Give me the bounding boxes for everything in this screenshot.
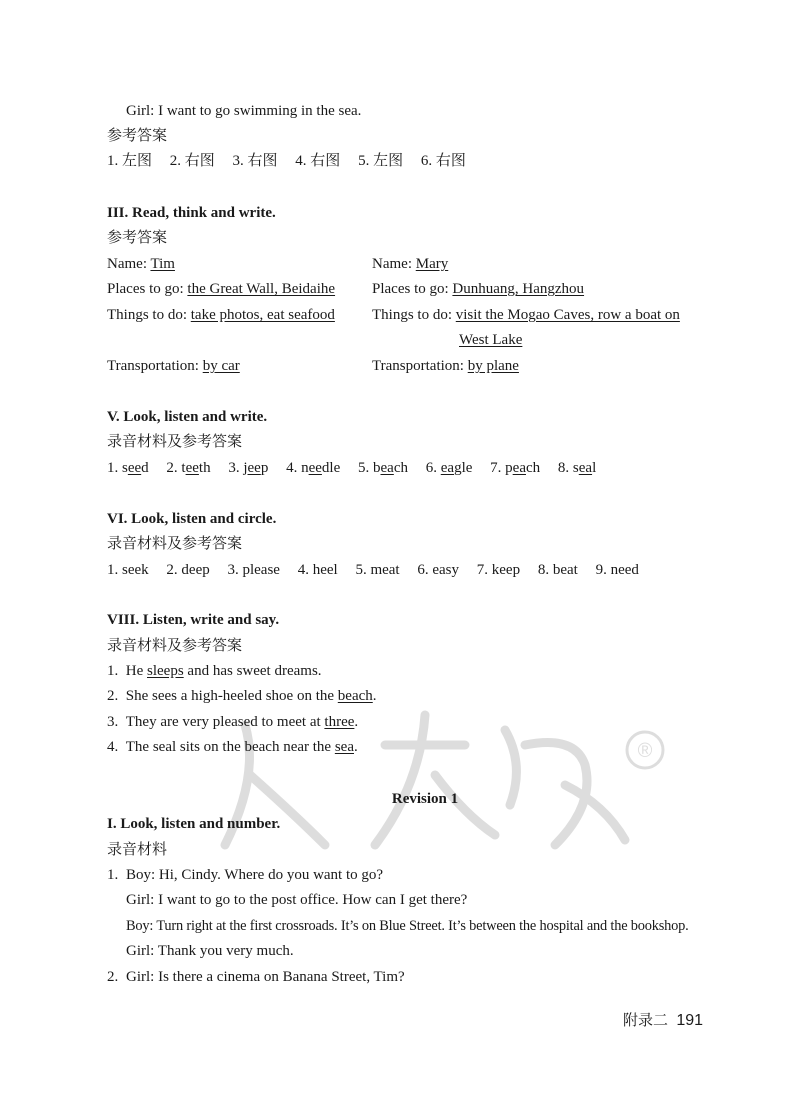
dialogue-2-number: 2. [107, 969, 119, 985]
right-places: Places to go: Dunhuang, Hangzhou [372, 281, 585, 297]
right-things: Things to do: visit the Mogao Caves, row a boat on [372, 307, 680, 323]
section-3-label: 参考答案 [107, 230, 168, 246]
sentence-4: 4. The seal sits on the beach near the sea. [107, 739, 358, 755]
revision-section-1-title: I. Look, listen and number. [107, 816, 281, 832]
section-3-title: III. Read, think and write. [107, 205, 276, 221]
registered-mark: ® [637, 740, 653, 762]
left-name: Name: Tim [107, 256, 175, 272]
dialogue-1-line-1: Boy: Hi, Cindy. Where do you want to go? [126, 867, 384, 883]
right-transport: Transportation: by plane [372, 358, 519, 374]
answers-label: 参考答案 [107, 128, 168, 144]
page-number: 191 [676, 1012, 704, 1029]
right-things-cont: West Lake [459, 332, 523, 348]
section-6-words: 1. seek 2. deep 3. please 4. heel 5. meat 6. easy 7. keep 8. beat 9. need [107, 562, 639, 578]
answers-row: 1. 左图 2. 右图 3. 右图 4. 右图 5. 左图 6. 右图 [107, 153, 466, 169]
dialogue-1-line-4: Girl: Thank you very much. [126, 943, 294, 959]
section-5-label: 录音材料及参考答案 [107, 434, 243, 450]
sentence-2: 2. She sees a high-heeled shoe on the beach. [107, 688, 377, 704]
section-5-words: 1. seed 2. teeth 3. jeep 4. needle 5. beach 6. eagle 7. peach 8. seal [107, 460, 597, 476]
dialogue-1-line-3: Boy: Turn right at the first crossroads. It’s on Blue Street. It’s between the hospital and the bookshop. [126, 918, 689, 934]
girl-line: Girl: I want to go swimming in the sea. [126, 103, 362, 119]
dialogue-1-number: 1. [107, 867, 119, 883]
dialogue-2-line-1: Girl: Is there a cinema on Banana Street, Tim? [126, 969, 405, 985]
section-8-title: VIII. Listen, write and say. [107, 612, 280, 628]
sentence-3: 3. They are very pleased to meet at three. [107, 714, 359, 730]
page-footer [623, 1011, 703, 1031]
section-5-title: V. Look, listen and write. [107, 409, 268, 425]
left-things: Things to do: take photos, eat seafood [107, 307, 335, 323]
section-6-label: 录音材料及参考答案 [107, 536, 243, 552]
revision-title: Revision 1 [391, 791, 459, 807]
appendix-label: 附录二 [623, 1012, 669, 1029]
right-name: Name: Mary [372, 256, 449, 272]
section-8-label: 录音材料及参考答案 [107, 638, 243, 654]
dialogue-1-line-2: Girl: I want to go to the post office. How can I get there? [126, 892, 468, 908]
sentence-1: 1. He sleeps and has sweet dreams. [107, 663, 322, 679]
revision-label: 录音材料 [107, 842, 168, 858]
left-transport: Transportation: by car [107, 358, 240, 374]
left-places: Places to go: the Great Wall, Beidaihe [107, 281, 336, 297]
section-6-title: VI. Look, listen and circle. [107, 511, 277, 527]
